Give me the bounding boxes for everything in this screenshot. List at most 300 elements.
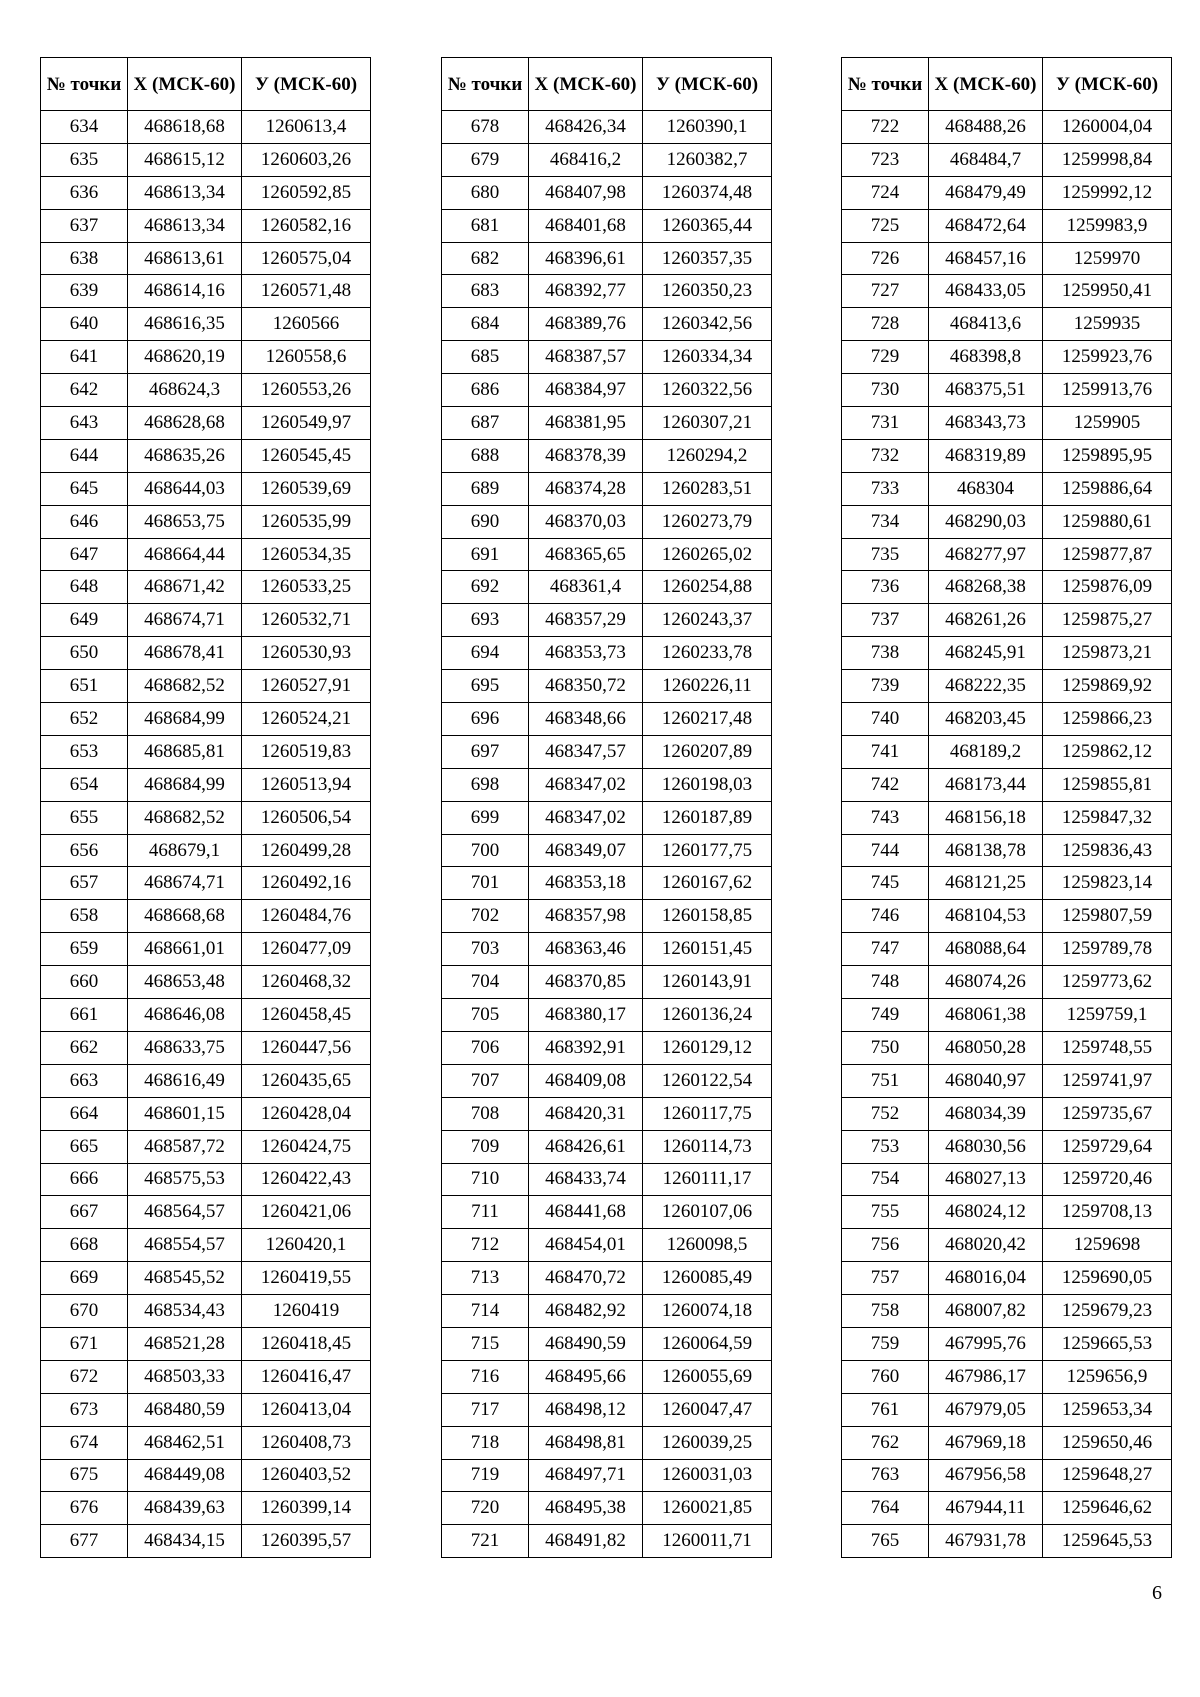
cell-x-coordinate: 468488,26 — [929, 111, 1043, 144]
cell-x-coordinate: 468222,35 — [929, 670, 1043, 703]
cell-x-coordinate: 468454,01 — [529, 1229, 643, 1262]
table-header-row — [842, 58, 1172, 111]
cell-x-coordinate: 468685,81 — [128, 735, 242, 768]
cell-point-number: 759 — [842, 1327, 929, 1360]
cell-point-number: 650 — [41, 637, 128, 670]
table-row — [442, 1360, 772, 1393]
table-row — [842, 1229, 1172, 1262]
cell-point-number: 636 — [41, 176, 128, 209]
cell-point-number: 712 — [442, 1229, 529, 1262]
cell-point-number: 646 — [41, 505, 128, 538]
cell-point-number: 675 — [41, 1459, 128, 1492]
cell-y-coordinate: 1260535,99 — [242, 505, 371, 538]
cell-y-coordinate: 1259905 — [1043, 407, 1172, 440]
cell-y-coordinate: 1260047,47 — [643, 1393, 772, 1426]
cell-x-coordinate: 467995,76 — [929, 1327, 1043, 1360]
cell-y-coordinate: 1259708,13 — [1043, 1196, 1172, 1229]
cell-x-coordinate: 468392,91 — [529, 1031, 643, 1064]
cell-x-coordinate: 468365,65 — [529, 538, 643, 571]
cell-y-coordinate: 1260575,04 — [242, 242, 371, 275]
table-header-row — [41, 58, 371, 111]
cell-x-coordinate: 468624,3 — [128, 374, 242, 407]
table-row — [41, 275, 371, 308]
table-row — [842, 111, 1172, 144]
cell-x-coordinate: 468319,89 — [929, 439, 1043, 472]
table-row — [442, 1097, 772, 1130]
cell-x-coordinate: 468671,42 — [128, 571, 242, 604]
cell-y-coordinate: 1260107,06 — [643, 1196, 772, 1229]
cell-point-number: 760 — [842, 1360, 929, 1393]
cell-x-coordinate: 468664,44 — [128, 538, 242, 571]
cell-point-number: 735 — [842, 538, 929, 571]
cell-y-coordinate: 1259862,12 — [1043, 735, 1172, 768]
cell-x-coordinate: 468503,33 — [128, 1360, 242, 1393]
cell-point-number: 696 — [442, 703, 529, 736]
cell-y-coordinate: 1260408,73 — [242, 1426, 371, 1459]
cell-x-coordinate: 467969,18 — [929, 1426, 1043, 1459]
cell-x-coordinate: 468121,25 — [929, 867, 1043, 900]
cell-point-number: 720 — [442, 1492, 529, 1525]
cell-point-number: 640 — [41, 308, 128, 341]
cell-point-number: 740 — [842, 703, 929, 736]
cell-y-coordinate: 1259729,64 — [1043, 1130, 1172, 1163]
cell-x-coordinate: 468587,72 — [128, 1130, 242, 1163]
table-row — [41, 1525, 371, 1558]
cell-y-coordinate: 1260011,71 — [643, 1525, 772, 1558]
cell-point-number: 645 — [41, 472, 128, 505]
cell-point-number: 748 — [842, 966, 929, 999]
cell-point-number: 755 — [842, 1196, 929, 1229]
cell-y-coordinate: 1260421,06 — [242, 1196, 371, 1229]
cell-y-coordinate: 1260399,14 — [242, 1492, 371, 1525]
cell-y-coordinate: 1260539,69 — [242, 472, 371, 505]
cell-y-coordinate: 1260158,85 — [643, 900, 772, 933]
cell-x-coordinate: 468674,71 — [128, 604, 242, 637]
cell-x-coordinate: 468348,66 — [529, 703, 643, 736]
cell-y-coordinate: 1259720,46 — [1043, 1163, 1172, 1196]
cell-x-coordinate: 468613,34 — [128, 176, 242, 209]
cell-point-number: 677 — [41, 1525, 128, 1558]
cell-y-coordinate: 1260374,48 — [643, 176, 772, 209]
table-row — [41, 1327, 371, 1360]
cell-y-coordinate: 1260307,21 — [643, 407, 772, 440]
cell-point-number: 691 — [442, 538, 529, 571]
cell-y-coordinate: 1259913,76 — [1043, 374, 1172, 407]
table-row — [442, 111, 772, 144]
table-row — [442, 439, 772, 472]
table-row — [41, 407, 371, 440]
table-row — [442, 1525, 772, 1558]
cell-y-coordinate: 1260558,6 — [242, 341, 371, 374]
table-row — [442, 703, 772, 736]
cell-x-coordinate: 468441,68 — [529, 1196, 643, 1229]
cell-point-number: 737 — [842, 604, 929, 637]
table-row — [842, 1262, 1172, 1295]
table-row — [41, 834, 371, 867]
table-row — [842, 439, 1172, 472]
table-row — [41, 1130, 371, 1163]
cell-point-number: 661 — [41, 999, 128, 1032]
cell-point-number: 725 — [842, 209, 929, 242]
cell-point-number: 751 — [842, 1064, 929, 1097]
cell-point-number: 714 — [442, 1295, 529, 1328]
cell-point-number: 659 — [41, 933, 128, 966]
table-row — [41, 374, 371, 407]
cell-x-coordinate: 468613,34 — [128, 209, 242, 242]
table-row — [442, 1426, 772, 1459]
cell-point-number: 763 — [842, 1459, 929, 1492]
cell-x-coordinate: 468575,53 — [128, 1163, 242, 1196]
cell-point-number: 648 — [41, 571, 128, 604]
cell-point-number: 729 — [842, 341, 929, 374]
table-row — [842, 933, 1172, 966]
table-row — [842, 768, 1172, 801]
cell-x-coordinate: 468682,52 — [128, 670, 242, 703]
cell-y-coordinate: 1260074,18 — [643, 1295, 772, 1328]
table-row — [41, 1064, 371, 1097]
cell-x-coordinate: 468457,16 — [929, 242, 1043, 275]
cell-point-number: 688 — [442, 439, 529, 472]
cell-x-coordinate: 468644,03 — [128, 472, 242, 505]
table-row — [442, 143, 772, 176]
cell-point-number: 690 — [442, 505, 529, 538]
cell-x-coordinate: 468616,49 — [128, 1064, 242, 1097]
table-row — [842, 1426, 1172, 1459]
cell-point-number: 656 — [41, 834, 128, 867]
cell-point-number: 686 — [442, 374, 529, 407]
table-row — [41, 111, 371, 144]
cell-point-number: 716 — [442, 1360, 529, 1393]
cell-y-coordinate: 1259648,27 — [1043, 1459, 1172, 1492]
table-row — [442, 1031, 772, 1064]
cell-y-coordinate: 1259880,61 — [1043, 505, 1172, 538]
cell-y-coordinate: 1260342,56 — [643, 308, 772, 341]
cell-y-coordinate: 1260420,1 — [242, 1229, 371, 1262]
cell-point-number: 639 — [41, 275, 128, 308]
table-row — [41, 867, 371, 900]
cell-y-coordinate: 1259935 — [1043, 308, 1172, 341]
cell-point-number: 681 — [442, 209, 529, 242]
table-row — [41, 1262, 371, 1295]
cell-x-coordinate: 468104,53 — [929, 900, 1043, 933]
table-row — [842, 867, 1172, 900]
cell-point-number: 683 — [442, 275, 529, 308]
cell-point-number: 667 — [41, 1196, 128, 1229]
cell-x-coordinate: 468409,08 — [529, 1064, 643, 1097]
cell-x-coordinate: 468389,76 — [529, 308, 643, 341]
cell-point-number: 670 — [41, 1295, 128, 1328]
cell-y-coordinate: 1259759,1 — [1043, 999, 1172, 1032]
cell-point-number: 704 — [442, 966, 529, 999]
table-row — [842, 1031, 1172, 1064]
cell-y-coordinate: 1259836,43 — [1043, 834, 1172, 867]
cell-point-number: 758 — [842, 1295, 929, 1328]
cell-y-coordinate: 1260243,37 — [643, 604, 772, 637]
cell-y-coordinate: 1260198,03 — [643, 768, 772, 801]
cell-y-coordinate: 1259950,41 — [1043, 275, 1172, 308]
cell-y-coordinate: 1259895,95 — [1043, 439, 1172, 472]
cell-x-coordinate: 468434,15 — [128, 1525, 242, 1558]
cell-y-coordinate: 1260468,32 — [242, 966, 371, 999]
table-row — [442, 604, 772, 637]
cell-point-number: 692 — [442, 571, 529, 604]
cell-x-coordinate: 468349,07 — [529, 834, 643, 867]
cell-y-coordinate: 1259741,97 — [1043, 1064, 1172, 1097]
cell-point-number: 708 — [442, 1097, 529, 1130]
table-row — [842, 966, 1172, 999]
cell-x-coordinate: 468479,49 — [929, 176, 1043, 209]
table-row — [442, 242, 772, 275]
table-row — [41, 209, 371, 242]
cell-point-number: 637 — [41, 209, 128, 242]
table-row — [41, 1492, 371, 1525]
cell-point-number: 669 — [41, 1262, 128, 1295]
cell-point-number: 718 — [442, 1426, 529, 1459]
cell-point-number: 703 — [442, 933, 529, 966]
cell-point-number: 668 — [41, 1229, 128, 1262]
cell-x-coordinate: 468416,2 — [529, 143, 643, 176]
cell-point-number: 706 — [442, 1031, 529, 1064]
cell-y-coordinate: 1260151,45 — [643, 933, 772, 966]
cell-y-coordinate: 1259773,62 — [1043, 966, 1172, 999]
cell-point-number: 678 — [442, 111, 529, 144]
cell-point-number: 744 — [842, 834, 929, 867]
cell-x-coordinate: 468353,73 — [529, 637, 643, 670]
cell-point-number: 652 — [41, 703, 128, 736]
cell-x-coordinate: 468480,59 — [128, 1393, 242, 1426]
cell-x-coordinate: 468138,78 — [929, 834, 1043, 867]
cell-point-number: 698 — [442, 768, 529, 801]
cell-point-number: 655 — [41, 801, 128, 834]
table-row — [842, 571, 1172, 604]
cell-y-coordinate: 1259645,53 — [1043, 1525, 1172, 1558]
cell-point-number: 723 — [842, 143, 929, 176]
table-row — [442, 1459, 772, 1492]
cell-x-coordinate: 468682,52 — [128, 801, 242, 834]
cell-x-coordinate: 468357,98 — [529, 900, 643, 933]
cell-x-coordinate: 468635,26 — [128, 439, 242, 472]
table-row — [442, 999, 772, 1032]
cell-y-coordinate: 1260424,75 — [242, 1130, 371, 1163]
cell-y-coordinate: 1260613,4 — [242, 111, 371, 144]
cell-x-coordinate: 468381,95 — [529, 407, 643, 440]
cell-point-number: 647 — [41, 538, 128, 571]
cell-point-number: 635 — [41, 143, 128, 176]
cell-x-coordinate: 468173,44 — [929, 768, 1043, 801]
table-row — [842, 1097, 1172, 1130]
cell-point-number: 694 — [442, 637, 529, 670]
cell-x-coordinate: 468545,52 — [128, 1262, 242, 1295]
cell-point-number: 731 — [842, 407, 929, 440]
cell-x-coordinate: 468439,63 — [128, 1492, 242, 1525]
cell-y-coordinate: 1260039,25 — [643, 1426, 772, 1459]
cell-y-coordinate: 1259735,67 — [1043, 1097, 1172, 1130]
table-row — [41, 439, 371, 472]
cell-point-number: 717 — [442, 1393, 529, 1426]
cell-point-number: 732 — [842, 439, 929, 472]
cell-y-coordinate: 1259869,92 — [1043, 670, 1172, 703]
cell-x-coordinate: 468462,51 — [128, 1426, 242, 1459]
cell-y-coordinate: 1260233,78 — [643, 637, 772, 670]
cell-y-coordinate: 1259983,9 — [1043, 209, 1172, 242]
cell-point-number: 701 — [442, 867, 529, 900]
table-row — [41, 1459, 371, 1492]
cell-y-coordinate: 1260055,69 — [643, 1360, 772, 1393]
cell-point-number: 749 — [842, 999, 929, 1032]
cell-x-coordinate: 468020,42 — [929, 1229, 1043, 1262]
table-row — [842, 999, 1172, 1032]
cell-y-coordinate: 1260207,89 — [643, 735, 772, 768]
page-number: 6 — [1152, 1582, 1162, 1604]
cell-x-coordinate: 468433,05 — [929, 275, 1043, 308]
cell-y-coordinate: 1260519,83 — [242, 735, 371, 768]
cell-y-coordinate: 1260416,47 — [242, 1360, 371, 1393]
table-row — [842, 472, 1172, 505]
cell-x-coordinate: 468653,75 — [128, 505, 242, 538]
table-row — [41, 933, 371, 966]
table-row — [41, 1097, 371, 1130]
cell-point-number: 747 — [842, 933, 929, 966]
cell-point-number: 743 — [842, 801, 929, 834]
table-row — [842, 735, 1172, 768]
cell-x-coordinate: 467931,78 — [929, 1525, 1043, 1558]
table-row — [41, 472, 371, 505]
cell-x-coordinate: 467986,17 — [929, 1360, 1043, 1393]
cell-x-coordinate: 468521,28 — [128, 1327, 242, 1360]
cell-point-number: 643 — [41, 407, 128, 440]
cell-point-number: 695 — [442, 670, 529, 703]
table-row — [442, 1492, 772, 1525]
cell-point-number: 697 — [442, 735, 529, 768]
table-row — [41, 900, 371, 933]
cell-point-number: 644 — [41, 439, 128, 472]
cell-point-number: 682 — [442, 242, 529, 275]
cell-x-coordinate: 468413,6 — [929, 308, 1043, 341]
cell-y-coordinate: 1260064,59 — [643, 1327, 772, 1360]
cell-point-number: 722 — [842, 111, 929, 144]
table-row — [41, 966, 371, 999]
cell-y-coordinate: 1260226,11 — [643, 670, 772, 703]
cell-point-number: 679 — [442, 143, 529, 176]
cell-point-number: 684 — [442, 308, 529, 341]
cell-y-coordinate: 1260136,24 — [643, 999, 772, 1032]
cell-point-number: 651 — [41, 670, 128, 703]
cell-x-coordinate: 468678,41 — [128, 637, 242, 670]
cell-point-number: 666 — [41, 1163, 128, 1196]
cell-point-number: 707 — [442, 1064, 529, 1097]
table-row — [842, 143, 1172, 176]
cell-point-number: 710 — [442, 1163, 529, 1196]
cell-x-coordinate: 468034,39 — [929, 1097, 1043, 1130]
cell-y-coordinate: 1260435,65 — [242, 1064, 371, 1097]
cell-point-number: 662 — [41, 1031, 128, 1064]
cell-y-coordinate: 1259650,46 — [1043, 1426, 1172, 1459]
cell-y-coordinate: 1260422,43 — [242, 1163, 371, 1196]
cell-x-coordinate: 468347,02 — [529, 801, 643, 834]
cell-x-coordinate: 468449,08 — [128, 1459, 242, 1492]
table-row — [442, 1064, 772, 1097]
cell-y-coordinate: 1260273,79 — [643, 505, 772, 538]
table-row — [442, 670, 772, 703]
cell-x-coordinate: 468615,12 — [128, 143, 242, 176]
cell-y-coordinate: 1259875,27 — [1043, 604, 1172, 637]
cell-x-coordinate: 468646,08 — [128, 999, 242, 1032]
cell-y-coordinate: 1260492,16 — [242, 867, 371, 900]
cell-point-number: 739 — [842, 670, 929, 703]
cell-x-coordinate: 468401,68 — [529, 209, 643, 242]
cell-x-coordinate: 468407,98 — [529, 176, 643, 209]
cell-point-number: 738 — [842, 637, 929, 670]
table-row — [842, 275, 1172, 308]
table-row — [41, 308, 371, 341]
table-row — [442, 275, 772, 308]
cell-point-number: 742 — [842, 768, 929, 801]
coordinates-table-1 — [40, 57, 371, 1558]
cell-point-number: 653 — [41, 735, 128, 768]
cell-x-coordinate: 468040,97 — [929, 1064, 1043, 1097]
cell-x-coordinate: 468290,03 — [929, 505, 1043, 538]
table-row — [842, 538, 1172, 571]
cell-x-coordinate: 468378,39 — [529, 439, 643, 472]
cell-point-number: 680 — [442, 176, 529, 209]
header-y-coordinate: У (МСК-60) — [1043, 58, 1172, 111]
coordinates-table-3 — [841, 57, 1172, 1558]
cell-point-number: 660 — [41, 966, 128, 999]
cell-y-coordinate: 1260350,23 — [643, 275, 772, 308]
cell-x-coordinate: 468618,68 — [128, 111, 242, 144]
table-row — [442, 735, 772, 768]
cell-x-coordinate: 468661,01 — [128, 933, 242, 966]
cell-x-coordinate: 468374,28 — [529, 472, 643, 505]
table-row — [842, 341, 1172, 374]
cell-y-coordinate: 1259855,81 — [1043, 768, 1172, 801]
cell-y-coordinate: 1260390,1 — [643, 111, 772, 144]
cell-y-coordinate: 1260428,04 — [242, 1097, 371, 1130]
cell-y-coordinate: 1259690,05 — [1043, 1262, 1172, 1295]
cell-y-coordinate: 1259789,78 — [1043, 933, 1172, 966]
table-row — [41, 999, 371, 1032]
cell-y-coordinate: 1260143,91 — [643, 966, 772, 999]
table-row — [842, 1130, 1172, 1163]
cell-point-number: 713 — [442, 1262, 529, 1295]
cell-y-coordinate: 1260265,02 — [643, 538, 772, 571]
cell-y-coordinate: 1260592,85 — [242, 176, 371, 209]
cell-x-coordinate: 468156,18 — [929, 801, 1043, 834]
cell-point-number: 642 — [41, 374, 128, 407]
table-row — [442, 933, 772, 966]
cell-point-number: 663 — [41, 1064, 128, 1097]
cell-point-number: 730 — [842, 374, 929, 407]
table-row — [442, 801, 772, 834]
cell-y-coordinate: 1260395,57 — [242, 1525, 371, 1558]
cell-x-coordinate: 468684,99 — [128, 768, 242, 801]
cell-y-coordinate: 1260419,55 — [242, 1262, 371, 1295]
table-row — [842, 1295, 1172, 1328]
cell-y-coordinate: 1260129,12 — [643, 1031, 772, 1064]
table-row — [41, 176, 371, 209]
cell-point-number: 711 — [442, 1196, 529, 1229]
cell-x-coordinate: 468482,92 — [529, 1295, 643, 1328]
cell-y-coordinate: 1260458,45 — [242, 999, 371, 1032]
cell-y-coordinate: 1260117,75 — [643, 1097, 772, 1130]
cell-y-coordinate: 1259992,12 — [1043, 176, 1172, 209]
cell-y-coordinate: 1259970 — [1043, 242, 1172, 275]
cell-x-coordinate: 468470,72 — [529, 1262, 643, 1295]
table-row — [442, 1393, 772, 1426]
cell-x-coordinate: 468353,18 — [529, 867, 643, 900]
cell-x-coordinate: 468277,97 — [929, 538, 1043, 571]
cell-y-coordinate: 1260114,73 — [643, 1130, 772, 1163]
